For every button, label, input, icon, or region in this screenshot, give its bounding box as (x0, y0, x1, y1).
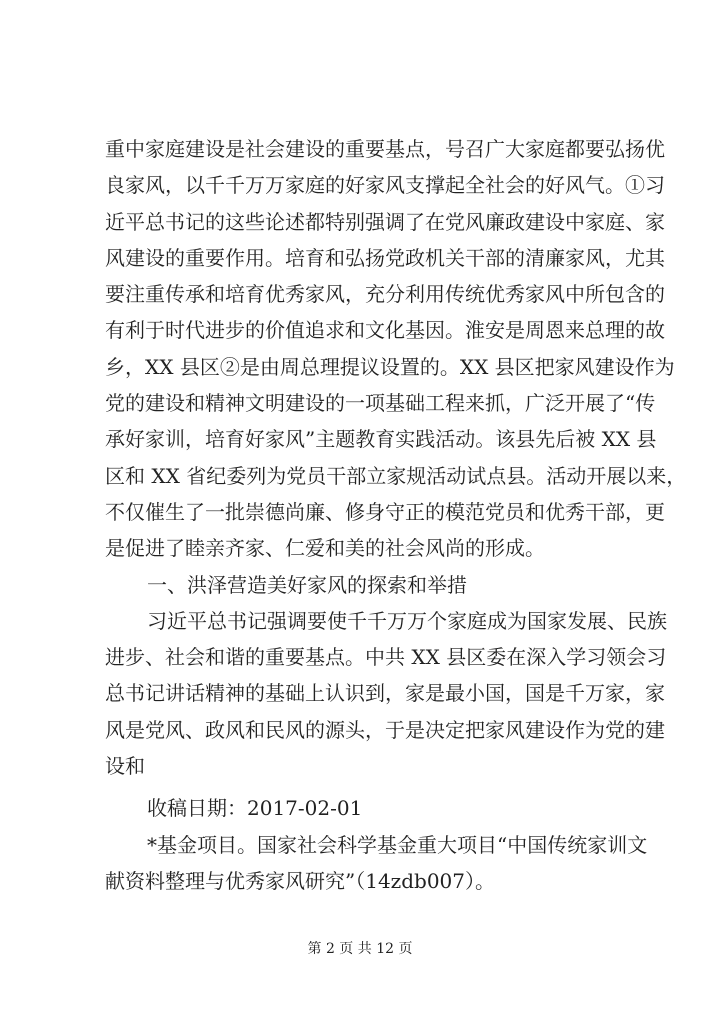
text-line: 风是党风、政风和民风的源头，于是决定把家风建设作为党的建 (105, 717, 665, 742)
page-number-footer: 第 2 页 共 12 页 (307, 941, 413, 957)
text-line: 风建设的重要作用。培育和弘扬党政机关干部的清廉家风，尤其 (105, 245, 665, 270)
text-line: 献资料整理与优秀家风研究”（14zdb007）。 (105, 868, 495, 893)
paragraph-1 (105, 131, 687, 567)
text-line: 进步、社会和谐的重要基点。中共 XX 县区委在深入学习领会习 (105, 645, 667, 670)
text-line: 设和 (105, 754, 145, 779)
text-line: 有利于时代进步的价值追求和文化基因。淮安是周恩来总理的故 (105, 318, 665, 343)
received-date: 收稿日期：2017-02-01 (147, 796, 363, 821)
fund-note (105, 827, 648, 900)
text-line: 党的建设和精神文明建设的一项基础工程来抓，广泛开展了“传 (105, 391, 656, 416)
text-line: 要注重传承和培育优秀家风，充分利用传统优秀家风中所包含的 (105, 282, 665, 307)
text-line: 近平总书记的这些论述都特别强调了在党风廉政建设中家庭、家 (105, 209, 665, 234)
text-line: 是促进了睦亲齐家、仁爱和美的社会风尚的形成。 (105, 536, 545, 561)
text-line: 承好家训，培育好家风”主题教育实践活动。该县先后被 XX 县 (105, 427, 657, 452)
text-line: 乡，XX 县区②是由周总理提议设置的。XX 县区把家风建设作为 (105, 354, 675, 379)
text-line: 重中家庭建设是社会建设的重要基点，号召广大家庭都要弘扬优 (105, 137, 665, 161)
paragraph-2 (105, 603, 667, 784)
text-line: 良家风，以千千万万家庭的好家风支撑起全社会的好风气。①习 (105, 173, 665, 198)
text-line: 区和 XX 省纪委列为党员干部立家规活动试点县。活动开展以来， (105, 463, 687, 488)
text-line: 总书记讲话精神的基础上认识到，家是最小国，国是千万家，家 (105, 681, 665, 706)
text-line: *基金项目。国家社会科学基金重大项目“中国传统家训文 (147, 832, 648, 857)
text-line: 习近平总书记强调要使千千万万个家庭成为国家发展、民族 (147, 608, 667, 633)
document-body (105, 131, 687, 899)
text-line: 不仅催生了一批崇德尚廉、修身守正的模范党员和优秀干部，更 (105, 499, 665, 524)
section-heading: 一、洪泽营造美好家风的探索和举措 (147, 572, 467, 597)
